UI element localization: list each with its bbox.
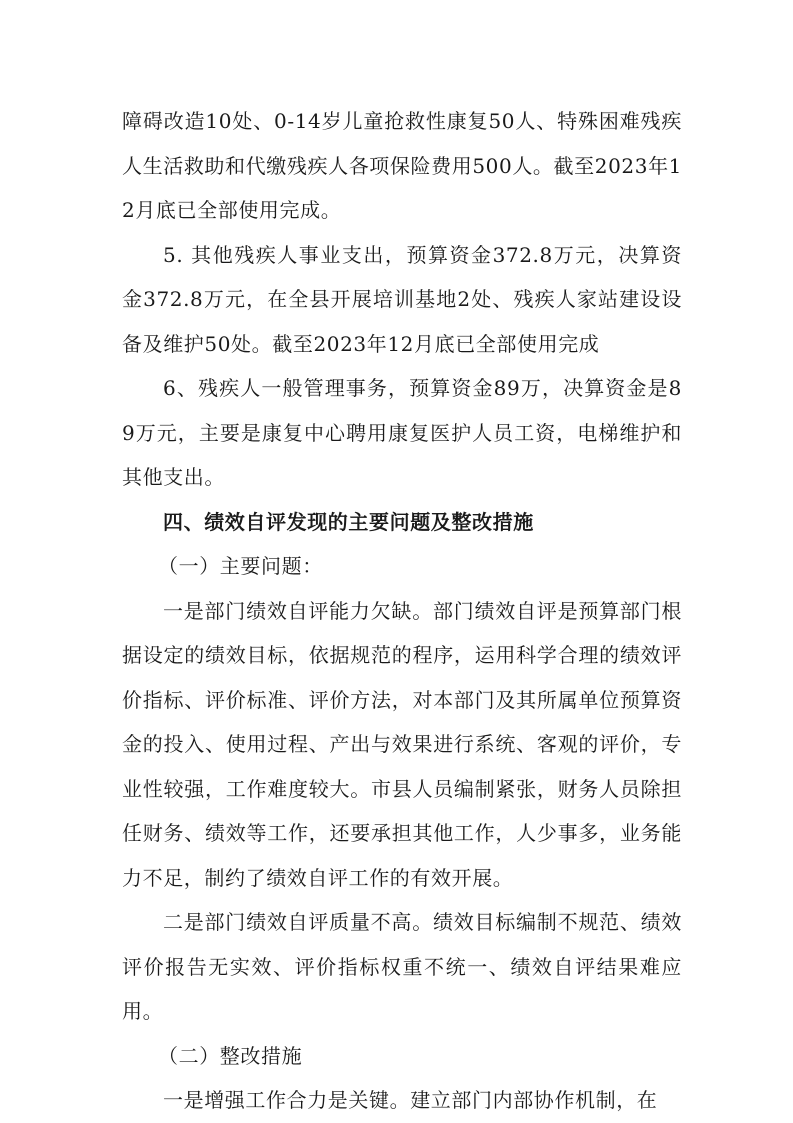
section-heading-4: 四、绩效自评发现的主要问题及整改措施 <box>163 509 534 534</box>
paragraph-measure-1: 一是增强工作合力是关键。建立部门内部协作机制，在 <box>163 1088 658 1112</box>
paragraph-continuation: 障碍改造10处、0-14岁儿童抢救性康复50人、特殊困难残疾人生活救助和代缴残疾人各项保险费用500人。截至2023年12月底已全部使用完成。 <box>122 109 682 222</box>
paragraph-item-6: 6、残疾人一般管理事务，预算资金89万，决算资金是89万元，主要是康复中心聘用康复医护人员工资，电梯维护和其他支出。 <box>122 376 682 489</box>
paragraph-item-5: 5. 其他残疾人事业支出，预算资金372.8万元，决算资金372.8万元，在全县开展培训基地2处、残疾人家站建设设备及维护50处。截至2023年12月底已全部使用完成 <box>122 242 682 356</box>
subheading-main-problems: （一）主要问题： <box>158 554 323 578</box>
paragraph-problem-2: 二是部门绩效自评质量不高。绩效目标编制不规范、绩效评价报告无实效、评价指标权重不统一、绩效自评结果难应用。 <box>122 910 682 1023</box>
document-page <box>122 99 682 1123</box>
paragraph-problem-1: 一是部门绩效自评能力欠缺。部门绩效自评是预算部门根据设定的绩效目标，依据规范的程序，运用科学合理的绩效评价指标、评价标准、评价方法，对本部门及其所属单位预算资金的投入、使用过程、产出与效果进行系统、客观的评价，专业性较强，工作难度较大。市县人员编制紧张，财务人员除担任财务、绩效等工作，还要承担其他工作，人少事多，业务能力不足，制约了绩效自评工作的有效开展。 <box>122 598 682 890</box>
subheading-rectification: （二）整改措施 <box>158 1043 303 1068</box>
